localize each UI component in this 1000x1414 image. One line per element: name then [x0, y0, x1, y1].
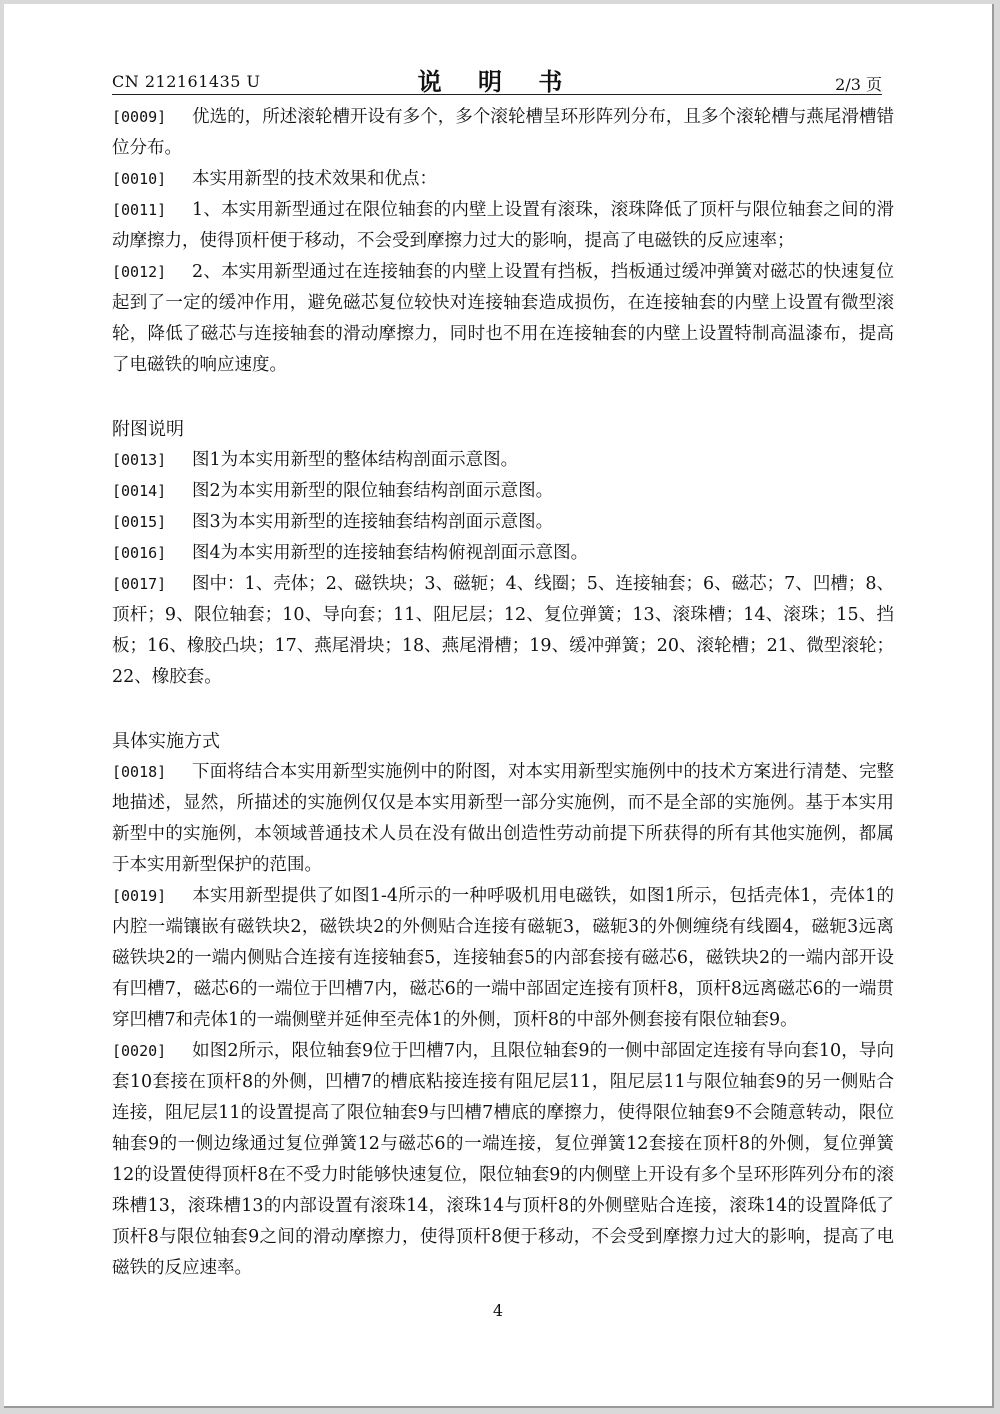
- paragraph: [112, 195, 894, 257]
- paragraph: [112, 476, 894, 507]
- paragraph-text: 优选的，所述滚轮槽开设有多个，多个滚轮槽呈环形阵列分布，且多个滚轮槽与燕尾滑槽错位分布。: [112, 107, 894, 158]
- paragraph-text: 图1为本实用新型的整体结构剖面示意图。: [192, 450, 519, 470]
- paragraph-text: 本实用新型提供了如图1-4所示的一种呼吸机用电磁铁，如图1所示，包括壳体1，壳体1的内腔一端镶嵌有磁铁块2，磁铁块2的外侧贴合连接有磁轭3，磁轭3的外侧缠绕有线圈4，磁轭3远离磁铁块2的一端内侧贴合连接有连接轴套5，连接轴套5的内部套接有磁芯6，磁铁块2的一端内部开设有凹槽7，磁芯6的一端位于凹槽7内，磁芯6的一端中部固定连接有顶杆8，顶杆8远离磁芯6的一端贯穿凹槽7和壳体1的一端侧壁并延伸至壳体1的外侧，顶杆8的中部外侧套接有限位轴套9。: [112, 886, 894, 1030]
- document-page: [4, 4, 994, 1408]
- paragraph: [112, 538, 894, 569]
- paragraph-number: [0010]: [112, 170, 167, 188]
- section-heading-figures: 附图说明: [112, 419, 184, 440]
- paragraph: [112, 569, 894, 693]
- document-title: 说 明 书: [417, 67, 577, 96]
- paragraph: [112, 164, 894, 195]
- page-number: 4: [492, 1301, 504, 1320]
- paragraph: [112, 102, 894, 164]
- paragraph: [112, 881, 894, 1036]
- paragraph-text: 下面将结合本实用新型实施例中的附图，对本实用新型实施例中的技术方案进行清楚、完整地描述，显然，所描述的实施例仅仅是本实用新型一部分实施例，而不是全部的实施例。基于本实用新型中的实施例，本领域普通技术人员在没有做出创造性劳动前提下所获得的所有其他实施例，都属于本实用新型保护的范围。: [112, 762, 894, 875]
- paragraph-number: [0017]: [112, 575, 167, 593]
- paragraph-text: 图2为本实用新型的限位轴套结构剖面示意图。: [192, 481, 554, 501]
- paragraph-number: [0020]: [112, 1042, 167, 1060]
- paragraph-number: [0019]: [112, 887, 167, 905]
- paragraph-number: [0014]: [112, 482, 167, 500]
- page-header: [112, 62, 882, 95]
- document-body: [112, 102, 894, 1284]
- paragraph-text: 图3为本实用新型的连接轴套结构剖面示意图。: [192, 512, 554, 532]
- patent-number: CN 212161435 U: [112, 72, 261, 91]
- section-heading-embodiments: 具体实施方式: [112, 731, 220, 752]
- paragraph: [112, 507, 894, 538]
- paragraph: [112, 257, 894, 381]
- paragraph: [112, 1036, 894, 1284]
- paragraph-text: 1、本实用新型通过在限位轴套的内壁上设置有滚珠，滚珠降低了顶杆与限位轴套之间的滑动摩擦力，使得顶杆便于移动，不会受到摩擦力过大的影响，提高了电磁铁的反应速率；: [112, 200, 894, 251]
- paragraph-text: 如图2所示，限位轴套9位于凹槽7内，且限位轴套9的一侧中部固定连接有导向套10，导向套10套接在顶杆8的外侧，凹槽7的槽底粘接连接有阻尼层11，阻尼层11与限位轴套9的另一侧贴合连接，阻尼层11的设置提高了限位轴套9与凹槽7槽底的摩擦力，使得限位轴套9不会随意转动，限位轴套9的一侧边缘通过复位弹簧12与磁芯6的一端连接，复位弹簧12套接在顶杆8的外侧，复位弹簧12的设置使得顶杆8在不受力时能够快速复位，限位轴套9的内侧壁上开设有多个呈环形阵列分布的滚珠槽13，滚珠槽13的内部设置有滚珠14，滚珠14与顶杆8的外侧壁贴合连接，滚珠14的设置降低了顶杆8与限位轴套9之间的滑动摩擦力，使得顶杆8便于移动，不会受到摩擦力过大的影响，提高了电磁铁的反应速率。: [112, 1041, 894, 1278]
- paragraph-number: [0015]: [112, 513, 167, 531]
- paragraph-number: [0011]: [112, 201, 167, 219]
- paragraph-text: 本实用新型的技术效果和优点：: [192, 169, 437, 189]
- page-indicator: 2/3 页: [835, 75, 882, 94]
- paragraph-number: [0018]: [112, 763, 167, 781]
- paragraph-number: [0009]: [112, 108, 167, 126]
- paragraph-text: 图4为本实用新型的连接轴套结构俯视剖面示意图。: [192, 543, 589, 563]
- paragraph-number: [0012]: [112, 263, 167, 281]
- paragraph-text: 图中：1、壳体；2、磁铁块；3、磁轭；4、线圈；5、连接轴套；6、磁芯；7、凹槽；8、顶杆；9、限位轴套；10、导向套；11、阻尼层；12、复位弹簧；13、滚珠槽；14、滚珠；15、挡板；16、橡胶凸块；17、燕尾滑块；18、燕尾滑槽；19、缓冲弹簧；20、滚轮槽；21、微型滚轮；22、橡胶套。: [112, 574, 894, 687]
- paragraph-text: 2、本实用新型通过在连接轴套的内壁上设置有挡板，挡板通过缓冲弹簧对磁芯的快速复位起到了一定的缓冲作用，避免磁芯复位较快对连接轴套造成损伤，在连接轴套的内壁上设置有微型滚轮，降低了磁芯与连接轴套的滑动摩擦力，同时也不用在连接轴套的内壁上设置特制高温漆布，提高了电磁铁的响应速度。: [112, 262, 894, 375]
- paragraph: [112, 757, 894, 881]
- paragraph-number: [0013]: [112, 451, 167, 469]
- paragraph: [112, 445, 894, 476]
- paragraph-number: [0016]: [112, 544, 167, 562]
